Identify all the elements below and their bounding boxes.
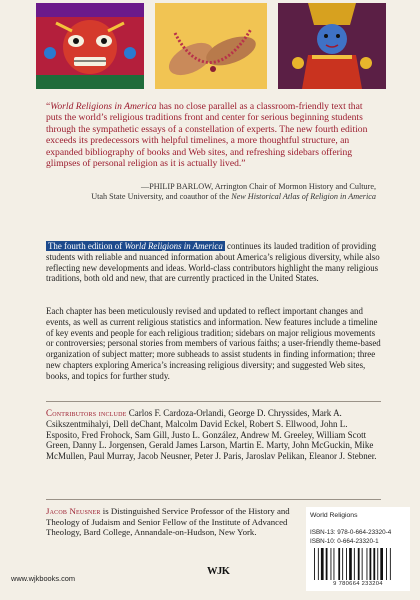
attribution-line-2-text: Utah State University, and coauthor of the: [91, 192, 232, 201]
endorsement-quote: [46, 101, 376, 169]
quote-open-mark: “: [46, 101, 51, 112]
barcode-image: [310, 548, 406, 580]
barcode-bar: [362, 548, 363, 580]
barcode-bar: [358, 548, 360, 580]
barcode-bar: [326, 548, 328, 580]
description-paragraph-2: Each chapter has been meticulously revised and updated to reflect important changes and events, as well as current religious statistics and information. New features include a timeline of key events and people for each religious tradition; sidebars on major religious movements or controversies; personal stories from members of various faiths; a user-friendly theme-based organization of subject matter; more subheads to assist students in finding information; three new chapters exploring America’s increasing religious diversity; and suggested Web sites, books, and topics for further study.: [46, 306, 381, 381]
attribution-atlas-title: New Historical Atlas of Religion in America: [231, 192, 376, 201]
isbn-barcode-panel: [306, 507, 410, 591]
barcode-bar: [367, 548, 368, 580]
highlighted-intro: [46, 241, 225, 251]
barcode-bar: [354, 548, 355, 580]
barcode-bar: [334, 548, 335, 580]
hands-with-prayer-beads-photo: [155, 3, 267, 89]
contributors-section: [46, 408, 381, 462]
publisher-logo-text: WJK: [207, 566, 230, 577]
barcode-bar: [346, 548, 347, 580]
hindu-deity-statue-photo: [278, 3, 386, 89]
barcode-bar: [370, 548, 372, 580]
publisher-logo: [207, 566, 229, 588]
subject-category: World Religions: [310, 512, 358, 519]
editor-name: Jacob Neusner: [46, 506, 101, 516]
barcode-bar: [390, 548, 391, 580]
barcode-bar: [342, 548, 343, 580]
barcode-bar: [377, 548, 378, 580]
cover-photo-strip: [0, 0, 420, 93]
highlight-intro-text: The fourth edition of: [48, 241, 125, 251]
barcode-bar: [331, 548, 332, 580]
barcode-bar: [373, 548, 375, 580]
publisher-website: www.wjkbooks.com: [11, 574, 76, 583]
barcode-bar: [314, 548, 315, 580]
ornate-mask-photo: [36, 3, 144, 89]
quote-attribution: [46, 182, 376, 202]
attribution-line-2: [46, 192, 376, 202]
section-divider-bottom: [46, 499, 381, 500]
barcode-number: 9 780664 233204: [333, 581, 383, 587]
quote-text: has no close parallel as a classroom-friendly text that puts the world’s religious traditions front and center for serious beginning students through the sympathetic essays of a constellation of experts. The new fourth edition exceeds its predecessors with helpful timelines, a more thoughtful structure, an expanded bibliography of books and Web sites, and refreshing sidebars offering glimpses of personal religion as it is actually lived.”: [46, 101, 368, 170]
isbn-13: ISBN-13: 978-0-664-23320-4: [310, 529, 392, 536]
editor-bio: [46, 506, 296, 538]
barcode-bar: [349, 548, 352, 580]
isbn-10: ISBN-10: 0-664-23320-1: [310, 538, 379, 545]
highlight-book-title: World Religions in America: [124, 241, 223, 251]
paragraph-1-rest: continues its lauded tradition of providing students with reliable and nuanced information about America’s religious diversity, while also reflecting new developments and ideas. World-class contributors highlight the many religious traditions, both old and new, that are currently practiced in the United States.: [46, 241, 380, 284]
barcode-bar: [318, 548, 319, 580]
contributors-heading: Contributors include: [46, 408, 127, 418]
barcode-bar: [338, 548, 340, 580]
barcode-bar: [321, 548, 324, 580]
editor-bio-text: is Distinguished Service Professor of the History and Theology of Judaism and Senior Fellow of the Institute of Advanced Theology, Bard College, Annandale-on-Hudson, New York.: [46, 506, 290, 538]
contributors-names: Carlos F. Cardoza-Orlandi, George D. Chryssides, Mark A. Csikszentmihalyi, Dell deChant, Malcolm David Eckel, Robert S. Ellwood, John L. Esposito, Fred Frohock, Sam Gill, Justo L. González, Andrew M. Greeley, William Scott Green, Danny L. Jorgensen, Gerald James Larson, Martin E. Marty, John McGuckin, Mike McMullen, Paul Murray, Jacob Neusner, Peter J. Paris, Jaroslav Pelikan, Eleanor J. Stebner.: [46, 408, 377, 462]
section-divider-top: [46, 401, 381, 402]
description-paragraph-1: [46, 241, 381, 284]
attribution-line-1: —PHILIP BARLOW, Arrington Chair of Mormon History and Culture,: [141, 182, 376, 191]
barcode-bar: [386, 548, 387, 580]
barcode-bar: [380, 548, 383, 580]
quote-book-title: World Religions in America: [50, 101, 157, 112]
